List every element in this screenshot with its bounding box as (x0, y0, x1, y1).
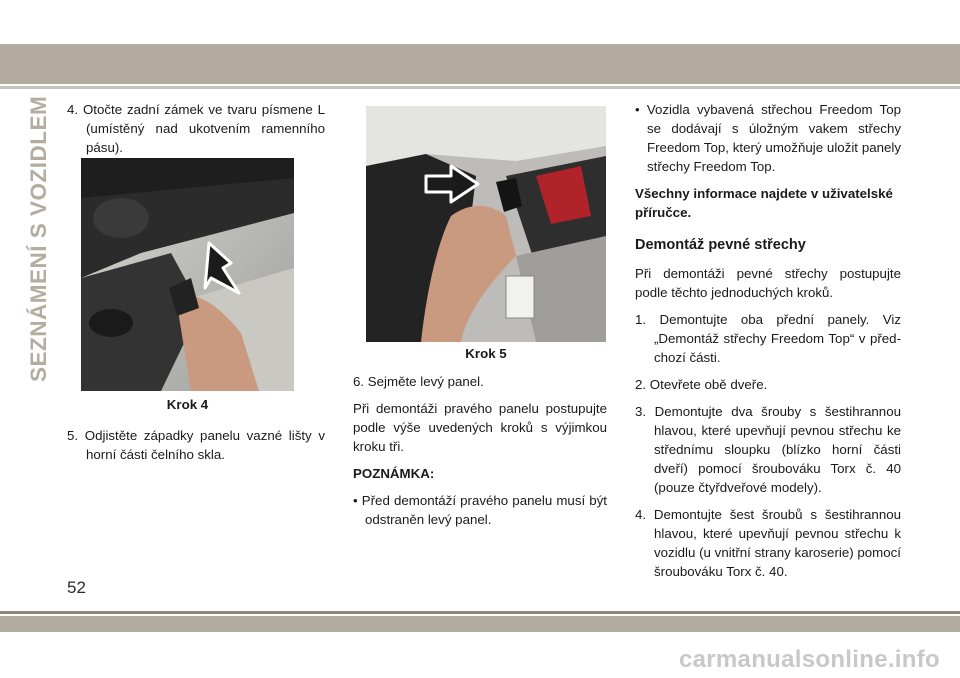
step-6: 6. Sejměte levý panel. (353, 374, 484, 389)
section-heading: Demontáž pevné střechy (635, 237, 806, 253)
figure-caption-step-5: Krok 5 (465, 346, 507, 361)
bottom-band-line (0, 611, 960, 614)
page-number: 52 (67, 578, 86, 597)
step-4: 4. Otočte zadní zámek ve tvaru písmene L (umístěný nad ukotvením ramenního pásu). (67, 102, 325, 155)
step-5: 5. Odjistěte západky panelu vazné lišty v horní části čelního skla. (67, 428, 325, 462)
section-title-vertical: SEZNÁMENÍ S VOZIDLEM (26, 95, 51, 382)
column-1-lower (67, 426, 325, 472)
watermark: carmanualsonline.info (678, 646, 940, 673)
right-panel-paragraph: Při demontáži pravého panelu postupujte podle výše uvedených kroků s výjimkou kroku tři. (353, 401, 607, 454)
intro-paragraph: Při demontáži pevné střechy postupujte podle těchto jednoduchých kroků. (635, 266, 901, 300)
top-band (0, 44, 960, 84)
note-bullet: • Před demontáží pravého panelu musí být odstraněn levý panel. (353, 493, 607, 527)
freedom-top-bullet: • Vozidla vybavená střechou Freedom Top se dodávají s úložným vakem střechy Freedom Top, který umožňuje uložit panely střechy Freedom Top. (635, 102, 901, 174)
figure-step-5 (366, 106, 606, 342)
hardtop-step-1: 1. Demontujte oba přední panely. Viz „Demontáž střechy Freedom Top“ v před- chozí části. (635, 312, 901, 365)
figure-step-4-image (81, 158, 294, 391)
figure-step-5-image (366, 106, 606, 342)
note-heading: POZNÁMKA: (353, 466, 435, 481)
bottom-band (0, 616, 960, 632)
hardtop-step-2: 2. Otevřete obě dveře. (635, 377, 768, 392)
column-3 (635, 100, 901, 589)
column-1 (67, 100, 325, 165)
top-band-line (0, 86, 960, 89)
column-2 (353, 372, 607, 537)
figure-caption-step-4: Krok 4 (166, 397, 209, 412)
info-bold-paragraph: Všechny informace najdete v uživatelské příručce. (635, 186, 893, 220)
figure-step-4 (81, 158, 294, 391)
hardtop-step-4: 4. Demontujte šest šroubů s šestihrannou hlavou, které upevňují pevnou střechu k vozidlu (u vnitřní strany karoserie) pomocí šroubováku Torx č. 40. (635, 507, 901, 579)
hardtop-step-3: 3. Demontujte dva šrouby s šestihrannou hlavou, které upevňují pevnou střechu ke střednímu sloupku (blízko horní části dveří) pomocí šroubováku Torx č. 40 (pouze čtyřdveřové modely). (635, 404, 901, 495)
